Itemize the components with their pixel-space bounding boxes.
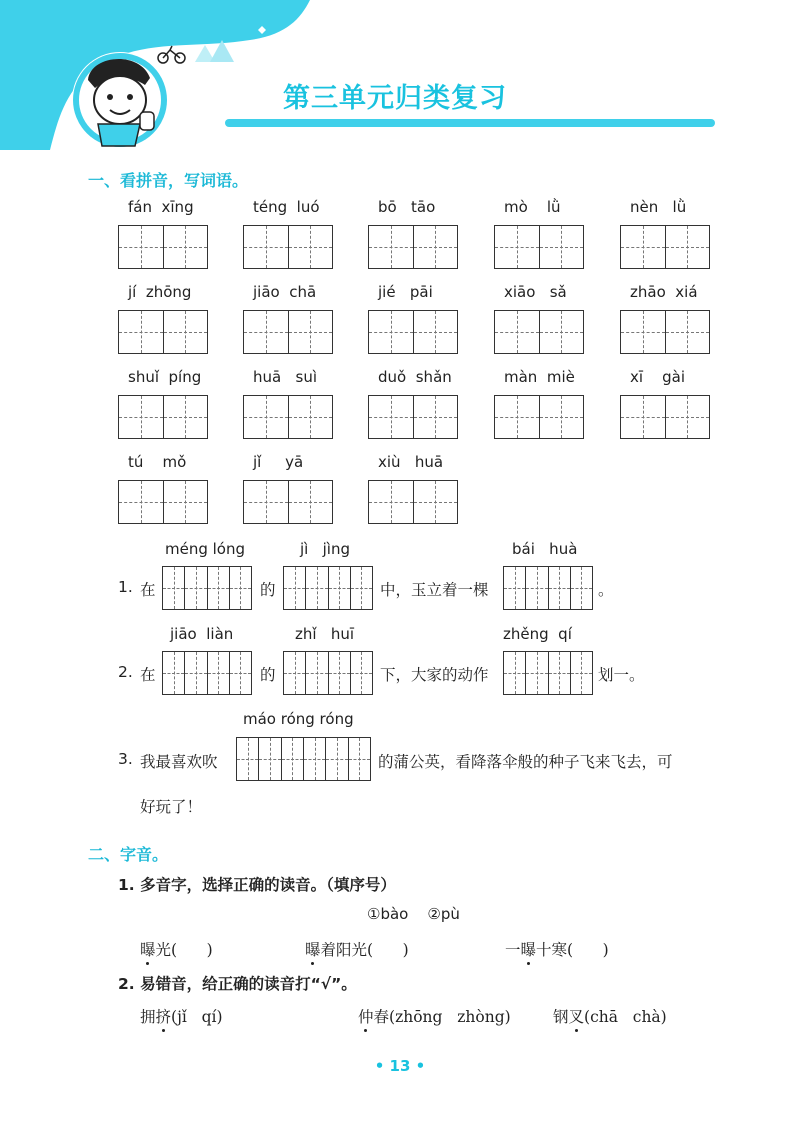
word-answer-box[interactable] — [118, 480, 208, 524]
word-pinyin: fán xīng — [128, 198, 194, 216]
sentence-1-pinyin-2: jì jìng — [300, 540, 351, 558]
sentence-2-pinyin-2: zhǐ huī — [295, 625, 355, 643]
sentence-3-text-after: 的蒲公英，看降落伞般的种子飞来飞去，可 — [378, 753, 673, 771]
sentence-2-answer-box-1[interactable] — [162, 651, 252, 695]
q2-item-2: 仲春(zhōng zhòng) — [358, 1008, 511, 1026]
word-answer-box[interactable] — [118, 225, 208, 269]
word-pinyin: mò lǜ — [504, 198, 561, 216]
sentence-3-pinyin: máo róng róng — [243, 710, 354, 728]
sentence-1-pinyin-1: méng lóng — [165, 540, 246, 558]
sentence-3-text-line2: 好玩了！ — [140, 798, 203, 816]
word-answer-box[interactable] — [243, 395, 333, 439]
title-underline — [225, 119, 715, 127]
word-pinyin: màn miè — [504, 368, 575, 386]
word-answer-box[interactable] — [368, 310, 458, 354]
word-answer-box[interactable] — [494, 395, 584, 439]
section-heading-2: 二、字音。 — [88, 845, 169, 864]
word-pinyin: xiù huā — [378, 453, 444, 471]
sentence-1-text-mid-1: 的 — [260, 581, 276, 599]
sentence-2-text-before: 在 — [140, 666, 156, 684]
sentence-2-pinyin-3: zhěng qí — [503, 625, 572, 643]
sentence-2-text-mid-2: 下，大家的动作 — [380, 666, 489, 684]
sentence-1-text-end: 。 — [598, 581, 614, 599]
sentence-3-number: 3. — [118, 750, 133, 768]
word-answer-box[interactable] — [118, 310, 208, 354]
sentence-2-answer-box-3[interactable] — [503, 651, 593, 695]
sentence-1-text-before: 在 — [140, 581, 156, 599]
q1-item-2: 曝着阳光( ) — [305, 941, 409, 959]
q2-title: 2. 易错音，给正确的读音打“√”。 — [118, 975, 357, 993]
sentence-3-text-before: 我最喜欢吹 — [140, 753, 218, 771]
word-pinyin: xī gài — [630, 368, 685, 386]
sentence-3-answer-box[interactable] — [236, 737, 371, 781]
bicycle-icon — [158, 46, 185, 63]
sentence-2-pinyin-1: jiāo liàn — [170, 625, 234, 643]
sentence-1-number: 1. — [118, 578, 133, 596]
word-answer-box[interactable] — [243, 225, 333, 269]
word-answer-box[interactable] — [620, 225, 710, 269]
q1-item-3: 一曝十寒( ) — [505, 941, 609, 959]
q2-item-1: 拥挤(jǐ qí) — [140, 1008, 223, 1026]
q2-item-3: 钢叉(chā chà) — [553, 1008, 667, 1026]
word-answer-box[interactable] — [368, 225, 458, 269]
word-answer-box[interactable] — [620, 395, 710, 439]
word-pinyin: téng luó — [253, 198, 320, 216]
word-pinyin: jié pāi — [378, 283, 433, 301]
sentence-2-text-mid-1: 的 — [260, 666, 276, 684]
sentence-1-text-mid-2: 中，玉立着一棵 — [380, 581, 489, 599]
word-pinyin: tú mǒ — [128, 453, 187, 471]
section-heading-1: 一、看拼音，写词语。 — [88, 171, 249, 190]
sentence-1-pinyin-3: bái huà — [512, 540, 578, 558]
word-answer-box[interactable] — [494, 225, 584, 269]
word-pinyin: xiāo sǎ — [504, 283, 567, 301]
word-pinyin: zhāo xiá — [630, 283, 698, 301]
word-answer-box[interactable] — [620, 310, 710, 354]
q1-title: 1. 多音字，选择正确的读音。（填序号） — [118, 876, 396, 894]
header-decoration — [0, 0, 320, 150]
page-title: 第三单元归类复习 — [283, 83, 507, 114]
word-answer-box[interactable] — [118, 395, 208, 439]
word-answer-box[interactable] — [368, 480, 458, 524]
word-pinyin: huā suì — [253, 368, 317, 386]
word-answer-box[interactable] — [494, 310, 584, 354]
q1-item-1: 曝光( ) — [140, 941, 213, 959]
word-pinyin: duǒ shǎn — [378, 368, 452, 386]
sentence-1-answer-box-2[interactable] — [283, 566, 373, 610]
sentence-2-number: 2. — [118, 663, 133, 681]
q1-options: ①bào ②pù — [367, 905, 460, 923]
word-answer-box[interactable] — [243, 310, 333, 354]
word-answer-box[interactable] — [243, 480, 333, 524]
sentence-2-text-end: 划一。 — [598, 666, 645, 684]
word-pinyin: jiāo chā — [253, 283, 317, 301]
page-number: • 13 • — [374, 1057, 426, 1075]
sentence-1-answer-box-3[interactable] — [503, 566, 593, 610]
word-answer-box[interactable] — [368, 395, 458, 439]
word-pinyin: shuǐ píng — [128, 368, 202, 386]
sentence-1-answer-box-1[interactable] — [162, 566, 252, 610]
sentence-2-answer-box-2[interactable] — [283, 651, 373, 695]
word-pinyin: nèn lǜ — [630, 198, 687, 216]
word-pinyin: jí zhōng — [128, 283, 192, 301]
word-pinyin: bō tāo — [378, 198, 436, 216]
word-pinyin: jǐ yā — [253, 453, 304, 471]
